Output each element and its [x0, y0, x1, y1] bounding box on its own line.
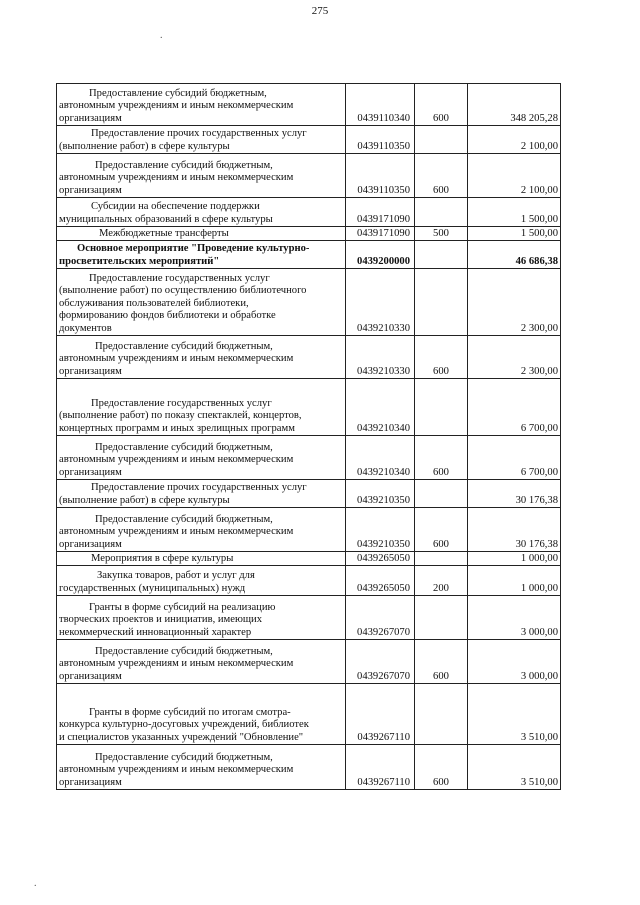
- expense-type-cell: [415, 596, 468, 640]
- table-row: [57, 684, 561, 745]
- expense-name-line: автономным учреждениям и иным некоммерческим: [59, 353, 294, 364]
- expense-name-line: Предоставление прочих государственных услуг: [91, 128, 307, 139]
- expense-name-line: организациям: [59, 112, 122, 124]
- amount-cell: 3 000,00: [468, 596, 561, 640]
- expense-name-line: автономным учреждениям и иным некоммерческим: [59, 526, 294, 537]
- expense-type-cell: [415, 684, 468, 745]
- amount-cell: 30 176,38: [468, 508, 561, 552]
- amount-cell: 2 100,00: [468, 126, 561, 154]
- scan-speck: .: [160, 30, 163, 41]
- expense-name-line: организациям: [59, 670, 122, 682]
- target-code-cell: 0439267070: [346, 596, 415, 640]
- expense-type-cell: 600: [415, 640, 468, 684]
- target-code-cell: 0439110350: [346, 154, 415, 198]
- expense-name-cell: [57, 684, 346, 745]
- target-code-cell: 0439267110: [346, 745, 415, 790]
- expense-name-line: и специалистов указанных учреждений "Обновление": [59, 731, 304, 743]
- expense-name-cell: [57, 436, 346, 480]
- expense-name-line: (выполнение работ) в сфере культуры: [59, 494, 230, 506]
- expense-name-cell: [57, 596, 346, 640]
- target-code-cell: 0439265050: [346, 552, 415, 566]
- target-code-cell: 0439267070: [346, 640, 415, 684]
- target-code-cell: 0439210350: [346, 508, 415, 552]
- expense-name-cell: [57, 508, 346, 552]
- expense-type-cell: 600: [415, 508, 468, 552]
- target-code-cell: 0439171090: [346, 227, 415, 241]
- table-row: [57, 126, 561, 154]
- target-code-cell: 0439110340: [346, 84, 415, 126]
- table-row: [57, 745, 561, 790]
- amount-cell: 30 176,38: [468, 480, 561, 508]
- table-row: [57, 84, 561, 126]
- amount-cell: 2 300,00: [468, 269, 561, 336]
- expense-name-line: Предоставление субсидий бюджетным,: [95, 340, 273, 352]
- amount-cell: 348 205,28: [468, 84, 561, 126]
- budget-table-body: [57, 84, 561, 790]
- table-row: [57, 227, 561, 241]
- expense-type-cell: [415, 126, 468, 154]
- expense-type-cell: 500: [415, 227, 468, 241]
- target-code-cell: 0439265050: [346, 566, 415, 596]
- expense-name-line: организациям: [59, 466, 122, 478]
- expense-name-cell: [57, 126, 346, 154]
- table-row: [57, 640, 561, 684]
- expense-name-line: организациям: [59, 776, 122, 788]
- amount-cell: 2 100,00: [468, 154, 561, 198]
- amount-cell: 1 000,00: [468, 552, 561, 566]
- amount-cell: 6 700,00: [468, 379, 561, 436]
- expense-type-cell: 200: [415, 566, 468, 596]
- amount-cell: 3 000,00: [468, 640, 561, 684]
- expense-name-cell: [57, 241, 346, 269]
- target-code-cell: 0439210340: [346, 436, 415, 480]
- target-code-cell: 0439110350: [346, 126, 415, 154]
- table-row: [57, 566, 561, 596]
- expense-type-cell: [415, 552, 468, 566]
- expense-name-line: Закупка товаров, работ и услуг для: [97, 570, 255, 581]
- target-code-cell: 0439210350: [346, 480, 415, 508]
- table-row: [57, 552, 561, 566]
- expense-name-line: Предоставление субсидий бюджетным,: [95, 645, 273, 657]
- expense-name-line: автономным учреждениям и иным некоммерческим: [59, 172, 294, 183]
- expense-type-cell: [415, 269, 468, 336]
- expense-name-cell: [57, 269, 346, 336]
- target-code-cell: 0439267110: [346, 684, 415, 745]
- amount-cell: 2 300,00: [468, 336, 561, 379]
- expense-name-line: формированию фондов библиотеки и обработке: [59, 310, 276, 321]
- expense-name-cell: [57, 154, 346, 198]
- expense-name-line: автономным учреждениям и иным некоммерческим: [59, 454, 294, 465]
- table-row: [57, 154, 561, 198]
- amount-cell: 1 500,00: [468, 227, 561, 241]
- expense-name-line: Предоставление субсидий бюджетным,: [95, 513, 273, 525]
- expense-name-line: Основное мероприятие "Проведение культурно-: [77, 243, 310, 254]
- expense-name-line: творческих проектов и инициатив, имеющих: [59, 614, 262, 625]
- target-code-cell: 0439200000: [346, 241, 415, 269]
- expense-name-line: Гранты в форме субсидий по итогам смотра-: [89, 706, 291, 718]
- expense-type-cell: 600: [415, 436, 468, 480]
- amount-cell: 1 000,00: [468, 566, 561, 596]
- expense-name-line: концертных программ и иных зрелищных программ: [59, 422, 295, 434]
- expense-name-line: Межбюджетные трансферты: [99, 227, 229, 239]
- expense-name-cell: [57, 198, 346, 227]
- expense-name-line: Предоставление государственных услуг: [89, 272, 270, 284]
- expense-name-line: автономным учреждениям и иным некоммерческим: [59, 100, 294, 111]
- expense-name-line: организациям: [59, 538, 122, 550]
- expense-name-line: (выполнение работ) по осуществлению библиотечного: [59, 285, 307, 296]
- expense-name-line: Предоставление субсидий бюджетным,: [95, 159, 273, 171]
- table-row: [57, 379, 561, 436]
- expense-name-cell: [57, 480, 346, 508]
- expense-name-cell: [57, 745, 346, 790]
- table-row: [57, 480, 561, 508]
- table-row: [57, 596, 561, 640]
- table-row: [57, 269, 561, 336]
- expense-name-line: Гранты в форме субсидий на реализацию: [89, 601, 276, 613]
- table-row: [57, 241, 561, 269]
- expense-name-cell: [57, 566, 346, 596]
- target-code-cell: 0439210330: [346, 269, 415, 336]
- expense-type-cell: 600: [415, 154, 468, 198]
- target-code-cell: 0439210340: [346, 379, 415, 436]
- expense-name-line: Субсидии на обеспечение поддержки: [91, 201, 260, 212]
- expense-name-line: Предоставление субсидий бюджетным,: [95, 751, 273, 763]
- expense-name-line: автономным учреждениям и иным некоммерческим: [59, 658, 294, 669]
- expense-name-line: организациям: [59, 184, 122, 196]
- expense-name-line: Предоставление прочих государственных услуг: [91, 482, 307, 493]
- expense-name-cell: [57, 640, 346, 684]
- expense-name-cell: [57, 84, 346, 126]
- amount-cell: 1 500,00: [468, 198, 561, 227]
- target-code-cell: 0439210330: [346, 336, 415, 379]
- expense-name-cell: [57, 552, 346, 566]
- expense-name-cell: [57, 336, 346, 379]
- expense-name-line: Предоставление субсидий бюджетным,: [95, 441, 273, 453]
- budget-table: [56, 83, 561, 790]
- expense-name-line: организациям: [59, 365, 122, 377]
- scan-speck: .: [34, 878, 37, 889]
- table-row: [57, 508, 561, 552]
- expense-type-cell: 600: [415, 745, 468, 790]
- amount-cell: 3 510,00: [468, 684, 561, 745]
- expense-name-line: государственных (муниципальных) нужд: [59, 582, 246, 594]
- expense-type-cell: 600: [415, 336, 468, 379]
- expense-type-cell: [415, 241, 468, 269]
- table-row: [57, 436, 561, 480]
- table-row: [57, 336, 561, 379]
- expense-name-cell: [57, 379, 346, 436]
- expense-name-cell: [57, 227, 346, 241]
- page-number: 275: [311, 5, 329, 17]
- expense-name-line: Предоставление субсидий бюджетным,: [89, 87, 267, 99]
- amount-cell: 6 700,00: [468, 436, 561, 480]
- expense-type-cell: [415, 379, 468, 436]
- expense-type-cell: [415, 198, 468, 227]
- table-row: [57, 198, 561, 227]
- expense-type-cell: 600: [415, 84, 468, 126]
- expense-name-line: некоммерческий инновационный характер: [59, 626, 252, 638]
- expense-type-cell: [415, 480, 468, 508]
- expense-name-line: (выполнение работ) по показу спектаклей, концертов,: [59, 410, 302, 421]
- expense-name-line: документов: [59, 322, 112, 334]
- amount-cell: 46 686,38: [468, 241, 561, 269]
- expense-name-line: Предоставление государственных услуг: [91, 397, 272, 409]
- target-code-cell: 0439171090: [346, 198, 415, 227]
- expense-name-line: обслуживания пользователей библиотеки,: [59, 297, 249, 309]
- expense-name-line: муниципальных образований в сфере культуры: [59, 213, 273, 225]
- expense-name-line: Мероприятия в сфере культуры: [91, 552, 234, 564]
- amount-cell: 3 510,00: [468, 745, 561, 790]
- expense-name-line: просветительских мероприятий": [59, 255, 220, 267]
- expense-name-line: (выполнение работ) в сфере культуры: [59, 140, 230, 152]
- expense-name-line: конкурса культурно-досуговых учреждений, библиотек: [59, 719, 309, 730]
- expense-name-line: автономным учреждениям и иным некоммерческим: [59, 764, 294, 775]
